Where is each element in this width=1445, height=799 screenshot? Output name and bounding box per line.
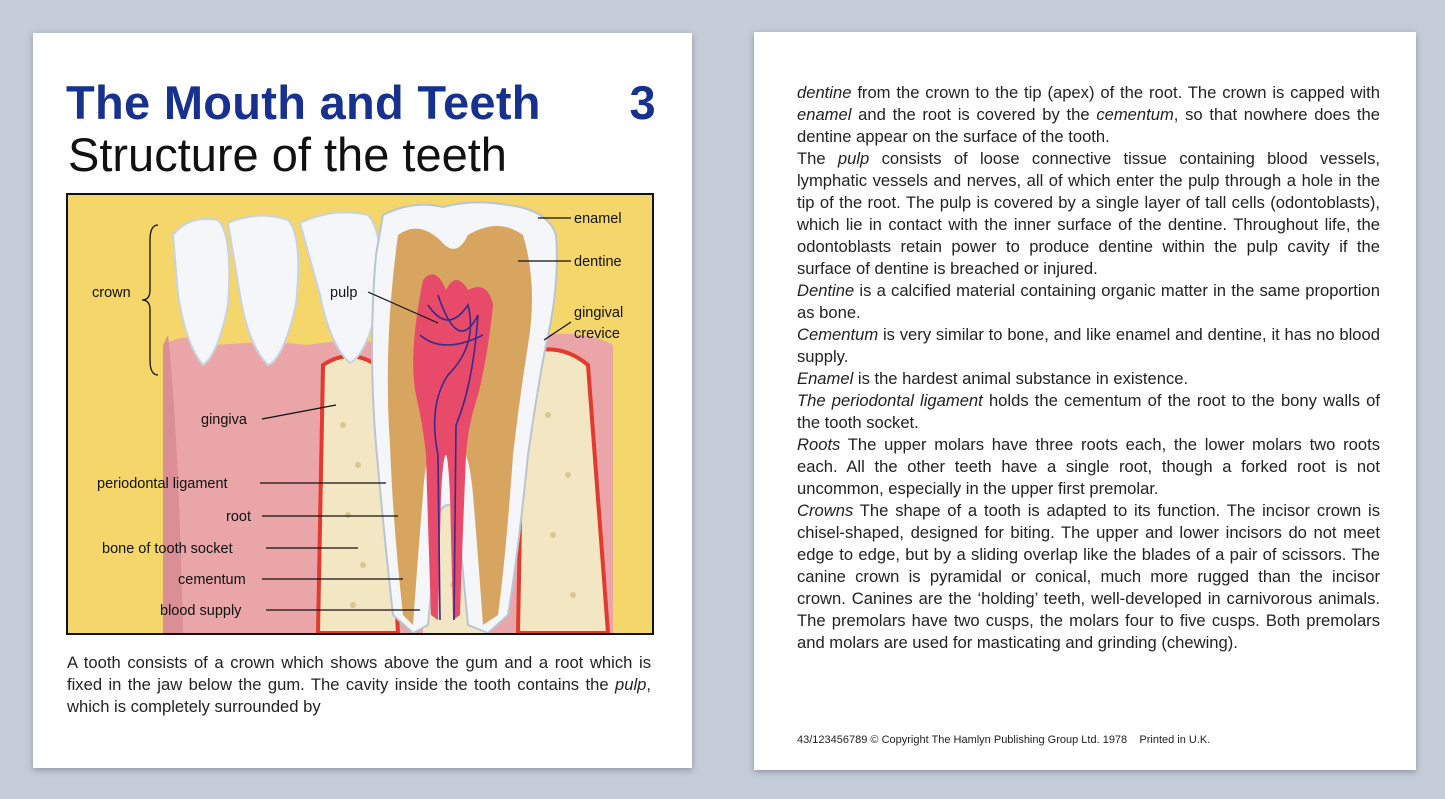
italic-term: Enamel <box>797 369 854 388</box>
text: is the hardest animal substance in existence. <box>853 369 1189 388</box>
label-cementum: cementum <box>178 572 246 588</box>
tooth-illustration <box>68 195 652 633</box>
italic-term: Roots <box>797 435 841 454</box>
label-root: root <box>226 509 251 525</box>
card-front <box>33 33 692 768</box>
card-number: 3 <box>629 76 656 129</box>
italic-term: pulp <box>837 149 870 168</box>
paragraph-periodontal-ligament <box>797 390 1380 434</box>
label-blood-supply: blood supply <box>160 603 242 619</box>
copyright-footer: 43/123456789 © Copyright The Hamlyn Publishing Group Ltd. 1978 Printed in U.K. <box>797 734 1211 746</box>
paragraph-dentine-intro <box>797 82 1380 148</box>
label-enamel: enamel <box>574 211 622 227</box>
back-body-text <box>797 82 1380 654</box>
text: from the crown to the tip (apex) of the root. The crown is capped with <box>851 83 1380 102</box>
text: The shape of a tooth is adapted to its function. The incisor crown is chisel-shaped, designed for biting. The upper and lower incisors do not meet edge to edge, but by a sliding overlap like the blades of a pair of scissors. The canine crown is pyramidal or conical, much more rugged than the incisor crown. Canines are the ‘holding’ teeth, well-developed in carnivorous animals. The premolars have two cusps, the molars four to five cusps. Both premolars and molars are used for masticating and grinding (chewing). <box>797 501 1380 652</box>
card-title <box>66 75 656 130</box>
italic-term: The periodontal ligament <box>797 391 983 410</box>
card-subtitle: Structure of the teeth <box>68 128 507 181</box>
italic-term: Dentine <box>797 281 855 300</box>
front-body-text <box>67 652 651 718</box>
paragraph-crowns <box>797 500 1380 654</box>
label-crown: crown <box>92 285 131 301</box>
front-text-italic: pulp <box>615 675 647 694</box>
italic-term: cementum <box>1096 105 1174 124</box>
text: , so that nowhere does the dentine appear on the surface of the tooth. <box>797 105 1380 146</box>
tooth-diagram <box>66 193 654 635</box>
front-text-part: , which is completely surrounded by <box>67 675 651 716</box>
italic-term: Crowns <box>797 501 854 520</box>
italic-term: Cementum <box>797 325 879 344</box>
paragraph-enamel <box>797 368 1380 390</box>
text: The <box>797 149 838 168</box>
paragraph-cementum <box>797 324 1380 368</box>
label-gingiva: gingiva <box>201 412 247 428</box>
text: holds the cementum of the root to the bony walls of the tooth socket. <box>797 391 1380 432</box>
italic-term: dentine <box>797 83 852 102</box>
card-back <box>754 32 1416 770</box>
paragraph-roots <box>797 434 1380 500</box>
label-bone-of-tooth-socket: bone of tooth socket <box>102 541 233 557</box>
label-gingival: gingival <box>574 305 624 321</box>
paragraph-pulp <box>797 148 1380 280</box>
front-text-part: A tooth consists of a crown which shows above the gum and a root which is fixed in the jaw below the gum. The cavity inside the tooth contains the <box>67 653 651 694</box>
text: The upper molars have three roots each, the lower molars two roots each. All the other teeth have a single root, though a forked root is not uncommon, especially in the upper first premolar. <box>797 435 1380 498</box>
label-dentine: dentine <box>574 254 622 270</box>
paragraph-dentine <box>797 280 1380 324</box>
label-pulp: pulp <box>330 285 358 301</box>
text: is very similar to bone, and like enamel and dentine, it has no blood supply. <box>797 325 1380 366</box>
label-crevice: crevice <box>574 326 620 342</box>
text: and the root is covered by the <box>851 105 1097 124</box>
text: consists of loose connective tissue containing blood vessels, lymphatic vessels and nerves, all of which enter the pulp through a hole in the tip of the root. The pulp is covered by a single layer of tall cells (odontoblasts), which lie in contact with the inner surface of the dentine. Throughout life, the odontoblasts retain power to produce dentine within the pulp cavity if the surface of dentine is breached or injured. <box>797 149 1380 278</box>
title-text: The Mouth and Teeth <box>66 76 541 129</box>
text: is a calcified material containing organic matter in the same proportion as bone. <box>797 281 1380 322</box>
italic-term: enamel <box>797 105 852 124</box>
label-periodontal-ligament: periodontal ligament <box>97 476 228 492</box>
